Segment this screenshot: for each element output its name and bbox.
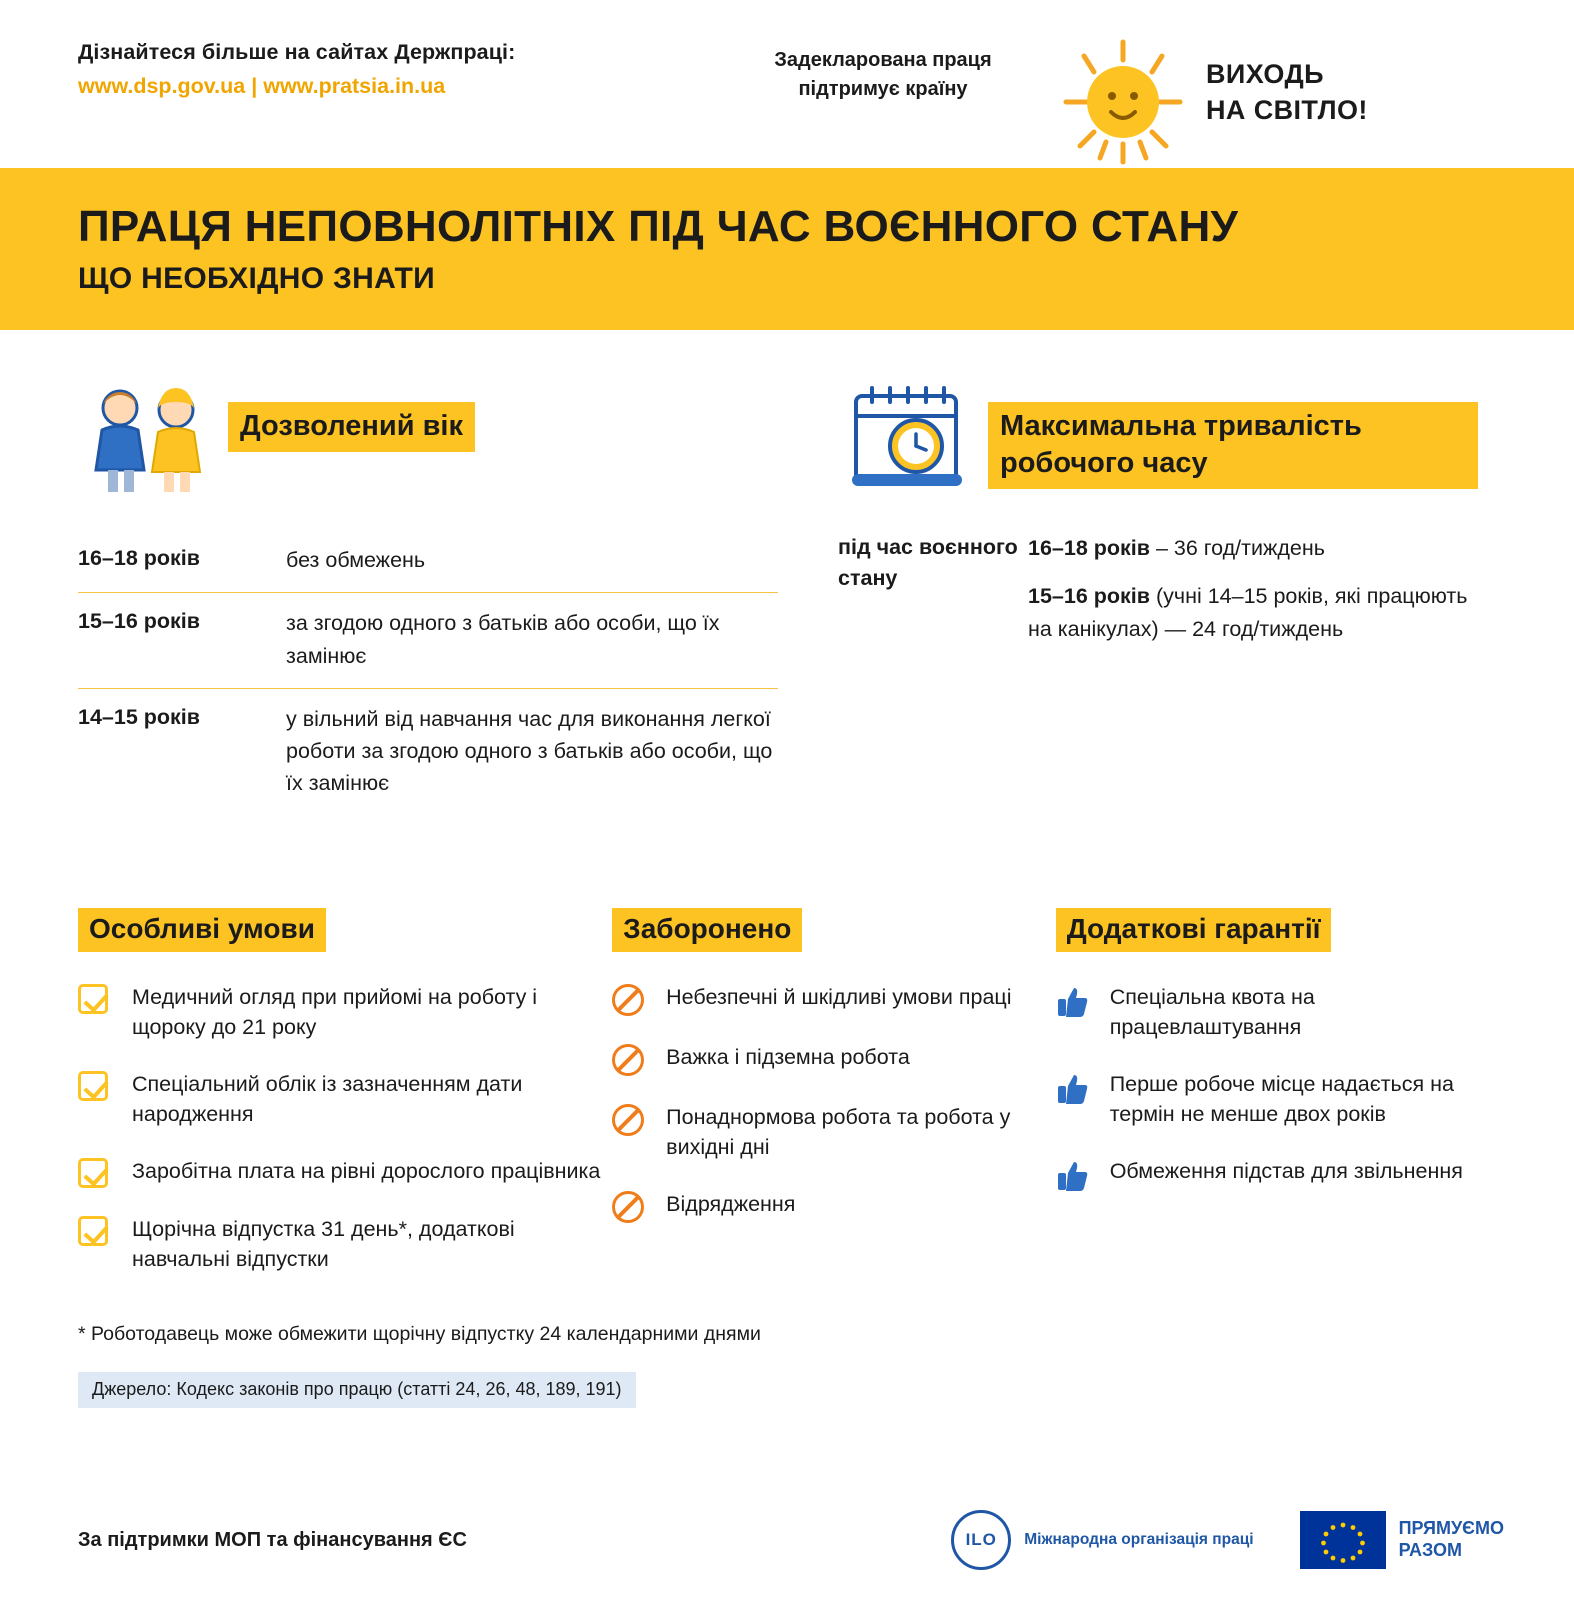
thumbs-up-icon	[1056, 1069, 1110, 1130]
hours-age: 15–16 років	[1028, 584, 1150, 609]
list-item	[78, 1214, 612, 1275]
prohibition-icon	[612, 982, 666, 1016]
eu-logo	[1300, 1511, 1504, 1569]
list-item	[612, 1189, 1056, 1223]
checkbox-icon	[78, 1156, 132, 1188]
prohibition-icon	[612, 1102, 666, 1163]
bottom-sections	[78, 908, 1504, 1301]
prohibited-title: Заборонено	[612, 908, 802, 952]
special-conditions-title: Особливі умови	[78, 908, 326, 952]
ilo-logo	[951, 1510, 1253, 1570]
section-prohibited	[612, 908, 1056, 1301]
eu-label-line-2: РАЗОМ	[1398, 1540, 1463, 1560]
hours-value: – 36 год/тиждень	[1149, 536, 1325, 561]
working-time-content	[838, 532, 1478, 661]
eu-flag-icon	[1300, 1511, 1386, 1569]
checkbox-icon	[78, 1069, 132, 1130]
age-value: без обмежень	[286, 548, 426, 573]
list-item-label: Обмеження підстав для звільнення	[1109, 1158, 1463, 1183]
list-item	[78, 1156, 612, 1188]
list-item	[1056, 982, 1504, 1043]
prohibition-icon	[612, 1189, 666, 1223]
section-allowed-age	[78, 378, 778, 816]
allowed-age-header	[78, 378, 778, 498]
sun-with-tools-icon	[1048, 34, 1198, 174]
list-item	[1028, 580, 1478, 645]
list-item-label: Спеціальний облік із зазначенням дати народження	[132, 1071, 523, 1127]
list-item-label: Понаднормова робота та робота у вихідні дні	[666, 1104, 1011, 1160]
age-label: 14–15 років	[78, 704, 200, 729]
page-footer	[0, 1480, 1574, 1600]
page-subtitle: ЩО НЕОБХІДНО ЗНАТИ	[78, 262, 436, 296]
working-time-title: Максимальна тривалість робочого часу	[988, 402, 1478, 489]
working-time-header	[838, 378, 1478, 498]
table-row	[78, 530, 778, 592]
working-time-list	[1028, 532, 1478, 661]
age-label: 15–16 років	[78, 609, 200, 634]
thumbs-up-icon	[1056, 982, 1110, 1043]
page-title: ПРАЦЯ НЕПОВНОЛІТНІХ ПІД ЧАС ВОЄННОГО СТАНУ	[78, 202, 1239, 251]
table-row	[78, 688, 778, 816]
list-item	[1056, 1156, 1504, 1197]
allowed-age-title-wrap	[228, 378, 475, 452]
list-item-label: Медичний огляд при прийомі на роботу і щороку до 21 року	[132, 984, 538, 1040]
list-item	[612, 1042, 1056, 1076]
support-note: За підтримки МОП та фінансування ЄС	[78, 1528, 467, 1551]
header-left	[78, 34, 718, 99]
age-value: у вільний від навчання час для виконання легкої роботи за згодою одного з батьків або особи, що їх замінює	[286, 706, 773, 796]
list-item-label: Перше робоче місце надається на термін не менше двох років	[1109, 1071, 1454, 1127]
guarantees-list	[1056, 982, 1504, 1197]
callout-line-2: НА СВІТЛО!	[1206, 95, 1368, 126]
list-item-label: Небезпечні й шкідливі умови праці	[666, 984, 1012, 1009]
source-note: Джерело: Кодекс законів про працю (статті 24, 26, 48, 189, 191)	[78, 1372, 636, 1408]
special-conditions-list	[78, 982, 612, 1275]
main-content	[0, 378, 1574, 1408]
footnote: * Роботодавець може обмежити щорічну відпустку 24 календарними днями	[78, 1322, 761, 1345]
two-teenagers-icon	[78, 378, 228, 498]
list-item	[612, 1102, 1056, 1163]
header-callout	[1206, 34, 1368, 129]
working-time-title-wrap	[988, 378, 1478, 489]
guarantees-title: Додаткові гарантії	[1056, 908, 1332, 952]
thumbs-up-icon	[1056, 1156, 1110, 1197]
list-item	[612, 982, 1056, 1016]
ilo-emblem-icon: ILO	[951, 1510, 1011, 1570]
table-row	[78, 592, 778, 688]
list-item-label: Заробітна плата на рівні дорослого працівника	[132, 1158, 601, 1183]
page-header	[0, 0, 1574, 168]
section-working-time	[778, 378, 1478, 816]
header-links	[78, 74, 718, 99]
title-bar	[0, 168, 1574, 330]
site-link-pratsia[interactable]: www.pratsia.in.ua	[263, 74, 446, 98]
top-sections	[78, 378, 1504, 816]
ilo-label: Міжнародна організація праці	[1024, 1531, 1254, 1549]
age-label: 16–18 років	[78, 546, 200, 571]
checkbox-icon	[78, 1214, 132, 1275]
section-guarantees	[1056, 908, 1504, 1301]
age-value: за згодою одного з батьків або особи, що їх замінює	[286, 611, 720, 668]
list-item	[1028, 532, 1478, 564]
list-item	[1056, 1069, 1504, 1130]
prohibition-icon	[612, 1042, 666, 1076]
working-time-period: під час воєнного стану	[838, 535, 1018, 591]
slogan-line-1: Задекларована праця	[774, 49, 992, 71]
section-special-conditions	[78, 908, 612, 1301]
eu-label-line-1: ПРЯМУЄМО	[1398, 1518, 1504, 1539]
age-table	[78, 530, 778, 816]
list-item-label: Спеціальна квота на працевлаштування	[1109, 984, 1315, 1040]
hours-value: (учні 14–15 років, які працюють на канікулах) — 24 год/тиждень	[1028, 584, 1468, 641]
slogan-line-2: підтримує країну	[798, 78, 968, 100]
list-item	[78, 1069, 612, 1130]
link-separator: |	[251, 74, 258, 98]
calendar-clock-icon	[838, 378, 988, 498]
list-item	[78, 982, 612, 1043]
footer-logos	[951, 1510, 1504, 1570]
hours-age: 16–18 років	[1028, 536, 1150, 561]
allowed-age-title: Дозволений вік	[228, 402, 475, 452]
header-subtitle: Дізнайтеся більше на сайтах Держпраці:	[78, 40, 516, 64]
prohibited-list	[612, 982, 1056, 1223]
header-slogan	[718, 34, 1048, 104]
list-item-label: Важка і підземна робота	[666, 1044, 910, 1069]
list-item-label: Щорічна відпустка 31 день*, додаткові навчальні відпустки	[132, 1216, 515, 1272]
callout-line-1: ВИХОДЬ	[1206, 59, 1324, 89]
eu-label	[1399, 1518, 1504, 1561]
checkbox-icon	[78, 982, 132, 1043]
site-link-dsp[interactable]: www.dsp.gov.ua	[78, 74, 246, 98]
list-item-label: Відрядження	[666, 1191, 796, 1216]
